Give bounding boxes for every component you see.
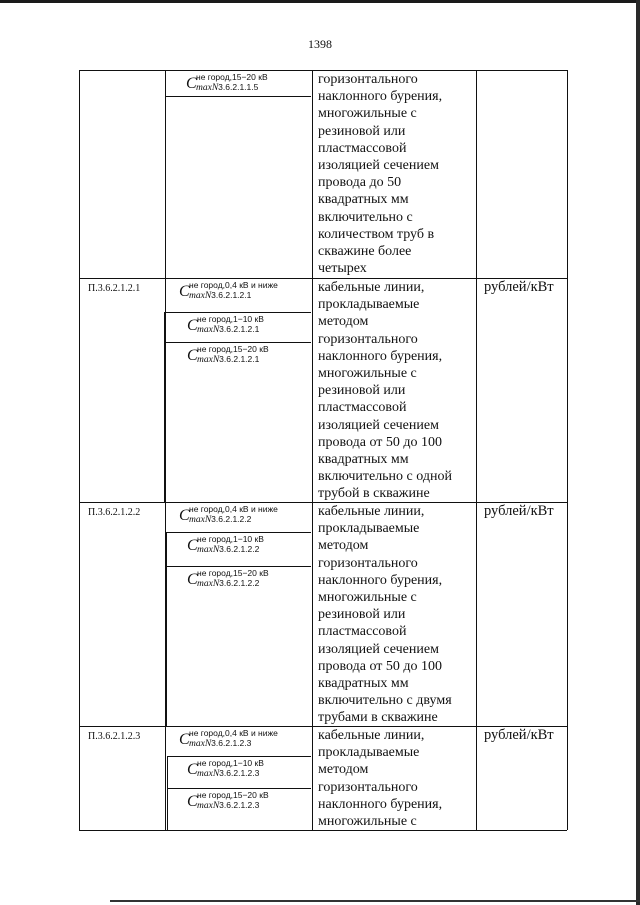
formula-cell-border bbox=[167, 788, 311, 789]
description-line: изоляцией сечением bbox=[318, 641, 439, 657]
formula-subscript-index: 3.6.2.1.2.3 bbox=[211, 738, 252, 748]
description-line: провода от 50 до 100 bbox=[318, 434, 442, 450]
description-line: квадратных мм bbox=[318, 192, 409, 208]
description-line: резиновой или bbox=[318, 383, 406, 399]
formula-cell-border bbox=[166, 566, 311, 567]
formula-cell-border bbox=[166, 532, 311, 533]
formula-subscript-variable: maxN bbox=[189, 515, 212, 525]
formula-cell-left-border bbox=[164, 312, 165, 502]
description-line: включительно с bbox=[318, 209, 413, 225]
formula-superscript: не город,15−20 кВ bbox=[197, 790, 269, 800]
formula-cell-left-border bbox=[167, 756, 168, 830]
description-line: многожильные с bbox=[318, 106, 417, 122]
row-code: П.3.6.2.1.2.3 bbox=[88, 731, 141, 742]
column-border-0 bbox=[79, 70, 80, 830]
formula-superscript: не город,1−10 кВ bbox=[197, 314, 264, 324]
description-line: горизонтального bbox=[318, 331, 418, 347]
description-line: трубой в скважине bbox=[318, 486, 430, 502]
formula-subscript bbox=[189, 290, 251, 301]
formula-superscript: не город,1−10 кВ bbox=[197, 534, 264, 544]
description-line: резиновой или bbox=[318, 123, 406, 139]
scan-border-right bbox=[636, 0, 640, 905]
formula-symbol: C bbox=[187, 347, 198, 364]
formula-symbol: C bbox=[179, 283, 190, 300]
description-line: методом bbox=[318, 314, 369, 330]
formula-subscript-variable: maxN bbox=[196, 83, 219, 93]
description-line: прокладываемые bbox=[318, 521, 420, 537]
formula-subscript-variable: maxN bbox=[197, 355, 220, 365]
formula-symbol: C bbox=[187, 317, 198, 334]
description-line: многожильные с bbox=[318, 366, 417, 381]
formula-symbol: C bbox=[187, 793, 198, 810]
formula-symbol: C bbox=[187, 761, 198, 778]
description-line: прокладываемые bbox=[318, 745, 420, 761]
scan-border-top bbox=[0, 0, 640, 3]
column-border-4 bbox=[567, 70, 568, 830]
description-line: изоляцией сечением bbox=[318, 158, 439, 173]
description-line: наклонного бурения, bbox=[318, 572, 443, 588]
formula-subscript bbox=[197, 324, 259, 335]
description-line: кабельные линии, bbox=[318, 504, 425, 519]
formula-symbol: C bbox=[179, 507, 190, 524]
formula-subscript bbox=[189, 514, 251, 525]
formula-subscript-variable: maxN bbox=[189, 739, 212, 749]
description-line: пластмассовой bbox=[318, 624, 407, 640]
description-line: пластмассовой bbox=[318, 140, 407, 156]
description-line: наклонного бурения, bbox=[318, 89, 443, 105]
formula-cell-border bbox=[164, 312, 311, 313]
formula-subscript-index: 3.6.2.1.2.3 bbox=[219, 768, 260, 778]
description-line: резиновой или bbox=[318, 607, 406, 623]
formula-subscript-index: 3.6.2.1.2.1 bbox=[219, 324, 260, 334]
description-line: горизонтального bbox=[318, 555, 418, 571]
row-unit: рублей/кВт bbox=[484, 279, 554, 295]
description-line: включительно с двумя bbox=[318, 693, 452, 709]
scan-border-bottom bbox=[110, 900, 640, 902]
formula-subscript-variable: maxN bbox=[189, 291, 212, 301]
formula-subscript bbox=[197, 800, 259, 811]
formula-subscript bbox=[197, 544, 259, 555]
formula-subscript-index: 3.6.2.1.2.2 bbox=[219, 544, 260, 554]
formula-superscript: не город,0,4 кВ и ниже bbox=[189, 504, 278, 514]
formula-subscript-index: 3.6.2.1.2.1 bbox=[219, 354, 260, 364]
formula-superscript: не город,15−20 кВ bbox=[197, 568, 269, 578]
description-line: включительно с одной bbox=[318, 469, 452, 485]
page-number: 1398 bbox=[308, 37, 332, 51]
column-border-2 bbox=[312, 70, 313, 830]
formula-symbol: C bbox=[179, 731, 190, 748]
formula-subscript-index: 3.6.2.1.2.1 bbox=[211, 290, 252, 300]
formula-cell-border bbox=[167, 756, 311, 757]
description-line: изоляцией сечением bbox=[318, 417, 439, 433]
formula-cell-border bbox=[166, 96, 311, 97]
description-line: квадратных мм bbox=[318, 452, 409, 467]
description-line: методом bbox=[318, 538, 369, 554]
formula-cell-border bbox=[164, 342, 311, 343]
formula-symbol: C bbox=[187, 571, 198, 588]
description-line: наклонного бурения, bbox=[318, 348, 443, 364]
formula-subscript bbox=[197, 578, 259, 589]
row-code: П.3.6.2.1.2.1 bbox=[88, 283, 141, 294]
formula-subscript bbox=[197, 768, 259, 779]
description-line: наклонного бурения, bbox=[318, 796, 443, 812]
formula-symbol: C bbox=[187, 537, 198, 554]
formula-subscript bbox=[189, 738, 251, 749]
formula-subscript-index: 3.6.2.1.2.2 bbox=[211, 514, 252, 524]
description-line: четырех bbox=[318, 261, 367, 277]
formula-subscript-variable: maxN bbox=[197, 769, 220, 779]
row-unit: рублей/кВт bbox=[484, 727, 554, 743]
description-line: методом bbox=[318, 762, 369, 778]
description-line: горизонтального bbox=[318, 779, 418, 795]
formula-superscript: не город,0,4 кВ и ниже bbox=[189, 280, 278, 290]
formula-superscript: не город,1−10 кВ bbox=[197, 758, 264, 768]
formula-subscript-index: 3.6.2.1.2.2 bbox=[219, 578, 260, 588]
formula-subscript-index: 3.6.2.1.1.5 bbox=[218, 82, 259, 92]
description-line: скважине более bbox=[318, 244, 412, 259]
row-unit: рублей/кВт bbox=[484, 503, 554, 519]
description-line: кабельные линии, bbox=[318, 280, 425, 295]
formula-superscript: не город,15−20 кВ bbox=[196, 72, 268, 82]
formula-superscript: не город,15−20 кВ bbox=[197, 344, 269, 354]
formula-superscript: не город,0,4 кВ и ниже bbox=[189, 728, 278, 738]
formula-symbol: C bbox=[186, 75, 197, 92]
description-line: провода от 50 до 100 bbox=[318, 658, 442, 674]
formula-subscript-index: 3.6.2.1.2.3 bbox=[219, 800, 260, 810]
description-line: прокладываемые bbox=[318, 297, 420, 313]
description-line: многожильные с bbox=[318, 814, 417, 829]
description-line: количеством труб в bbox=[318, 226, 435, 242]
formula-subscript-variable: maxN bbox=[197, 801, 220, 811]
formula-subscript bbox=[196, 82, 258, 93]
formula-subscript-variable: maxN bbox=[197, 545, 220, 555]
row-code: П.3.6.2.1.2.2 bbox=[88, 507, 141, 518]
formula-subscript-variable: maxN bbox=[197, 579, 220, 589]
description-line: трубами в скважине bbox=[318, 710, 438, 726]
description-line: кабельные линии, bbox=[318, 728, 425, 743]
description-line: квадратных мм bbox=[318, 676, 409, 691]
formula-subscript bbox=[197, 354, 259, 365]
description-line: провода до 50 bbox=[318, 175, 402, 191]
formula-cell-left-border bbox=[166, 532, 167, 726]
description-line: пластмассовой bbox=[318, 400, 407, 416]
formula-subscript-variable: maxN bbox=[197, 325, 220, 335]
description-line: многожильные с bbox=[318, 590, 417, 605]
description-line: горизонтального bbox=[318, 72, 418, 87]
